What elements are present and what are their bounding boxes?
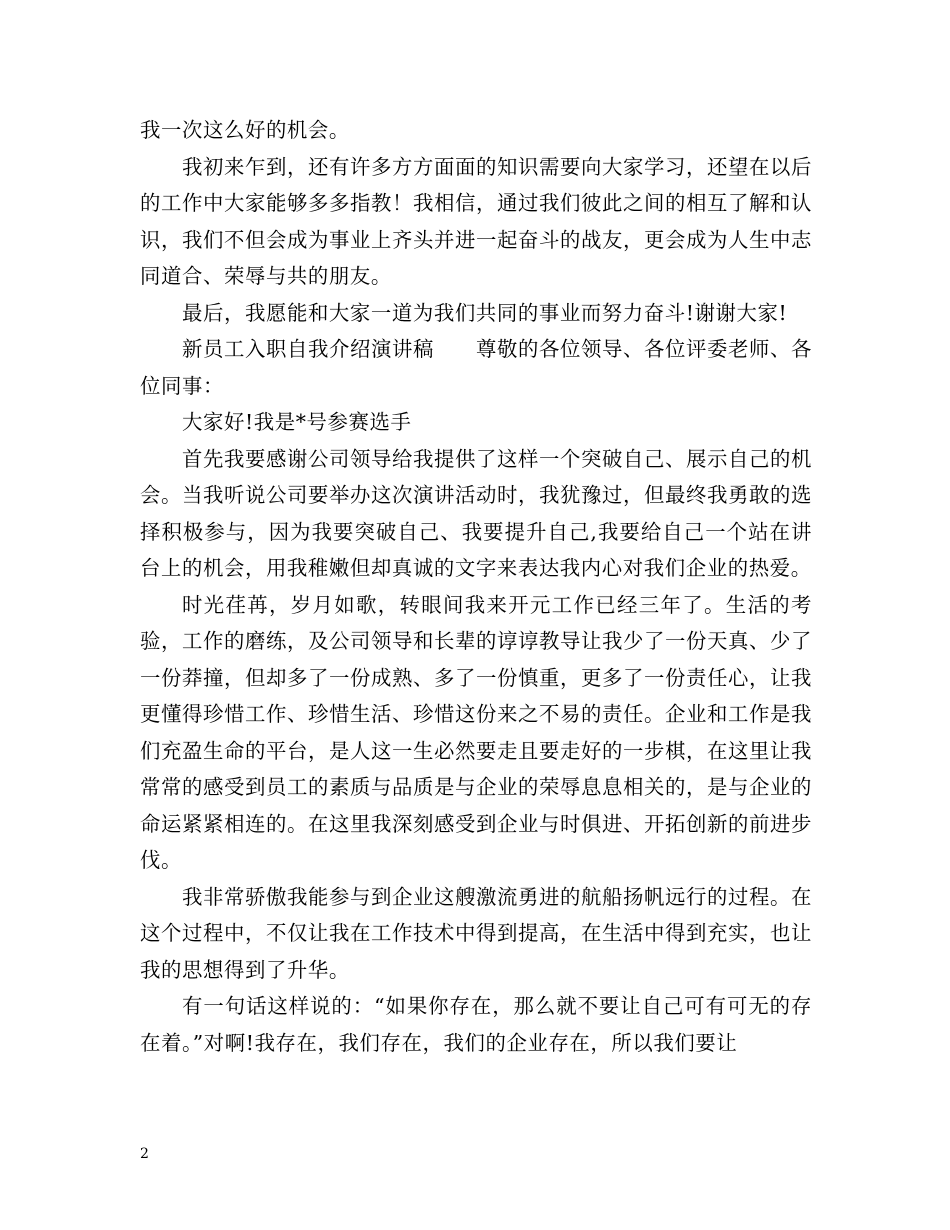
paragraph: 大家好!我是*号参赛选手 <box>182 410 412 434</box>
paragraph: 时光荏苒，岁月如歌，转眼间我来开元工作已经三年了。生活的考验，工作的磨练，及公司领导和长辈的谆谆教导让我少了一份天真、少了一份莽撞，但却多了一份成熟、多了一份慎重，更多了一份责任心，让我更懂得珍惜工作、珍惜生活、珍惜这份来之不易的责任。企业和工作是我们充盈生命的平台，是人这一生必然要走且要走好的一步棋，在这里让我常常的感受到员工的素质与品质是与企业的荣辱息息相关的，是与企业的命运紧紧相连的。在这里我深刻感受到企业与时俱进、开拓创新的前进步伐。 <box>140 592 812 872</box>
page-number: 2 <box>140 1146 149 1162</box>
paragraph: 有一句话这样说的：“如果你存在，那么就不要让自己可有可无的存在着。”对啊!我存在，我们存在，我们的企业存在，所以我们要让 <box>140 994 812 1055</box>
paragraph: 我非常骄傲我能参与到企业这艘激流勇进的航船扬帆远行的过程。在这个过程中，不仅让我在工作技术中得到提高，在生活中得到充实，也让我的思想得到了升华。 <box>140 884 812 982</box>
document-body <box>140 112 812 1061</box>
paragraph: 我一次这么好的机会。 <box>140 118 350 142</box>
paragraph: 我初来乍到，还有许多方方面面的知识需要向大家学习，还望在以后的工作中大家能够多多指教！我相信，通过我们彼此之间的相互了解和认识，我们不但会成为事业上齐头并进一起奋斗的战友，更会成为人生中志同道合、荣辱与共的朋友。 <box>140 154 812 288</box>
paragraph: 最后，我愿能和大家一道为我们共同的事业而努力奋斗!谢谢大家! <box>182 300 788 325</box>
paragraph: 新员工入职自我介绍演讲稿 尊敬的各位领导、各位评委老师、各位同事： <box>140 337 812 398</box>
paragraph: 首先我要感谢公司领导给我提供了这样一个突破自己、展示自己的机会。当我听说公司要举办这次演讲活动时，我犹豫过，但最终我勇敢的选择积极参与，因为我要突破自己、我要提升自己,我要给自己一个站在讲台上的机会，用我稚嫩但却真诚的文字来表达我内心对我们企业的热爱。 <box>140 446 812 580</box>
